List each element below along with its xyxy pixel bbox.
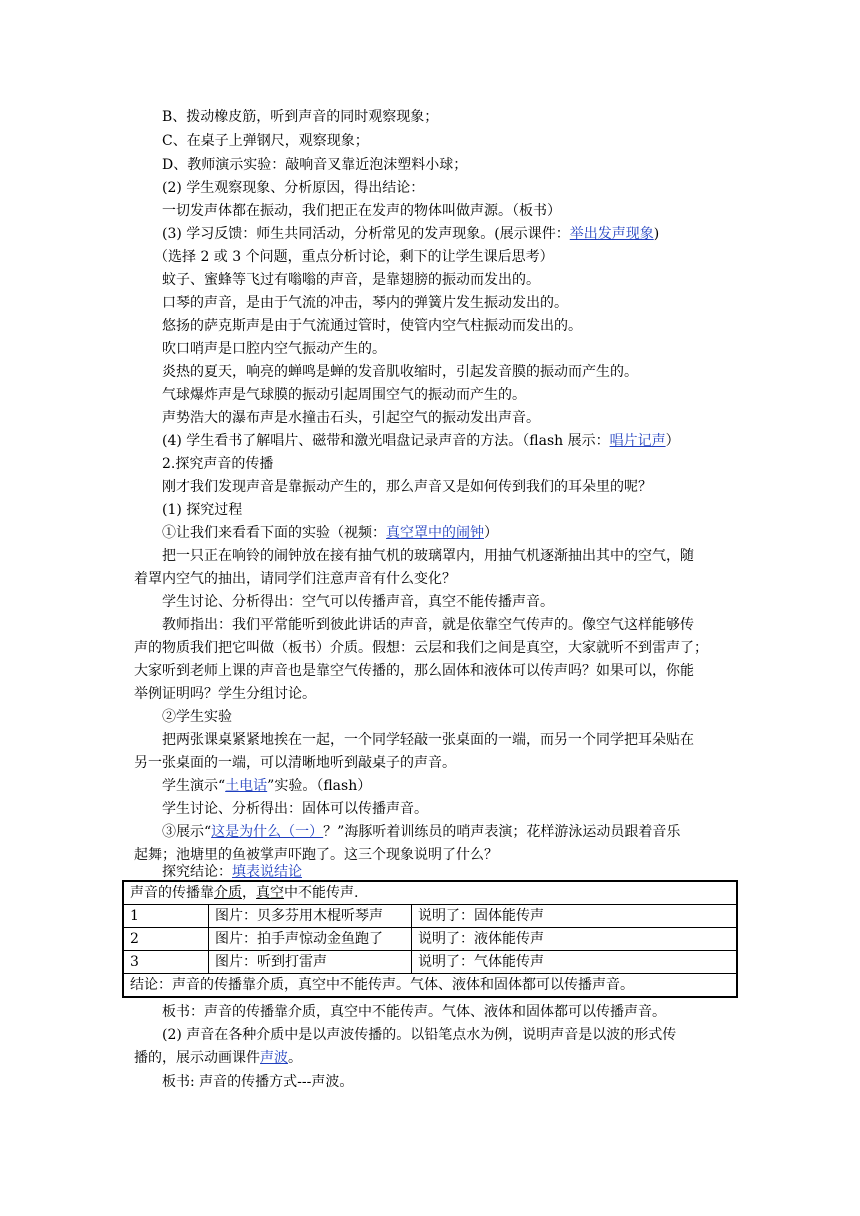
text-line: 着罩内空气的抽出，请同学们注意声音有什么变化？ bbox=[134, 571, 456, 587]
table-cell-index: 3 bbox=[123, 951, 209, 974]
table-header-cell bbox=[123, 881, 737, 905]
text-span: ） bbox=[484, 525, 498, 541]
text-line: 悠扬的萨克斯声是由于气流通过管时，使管内空气柱振动而发出的。 bbox=[162, 318, 582, 334]
text-line: C、在桌子上弹钢尺，观察现象； bbox=[162, 133, 369, 149]
text-span: 声音的传播靠 bbox=[130, 885, 214, 901]
table-row bbox=[123, 928, 737, 951]
table-cell-picture: 图片：拍手声惊动金鱼跑了 bbox=[209, 928, 412, 951]
text-span: (4) 学生看书了解唱片、磁带和激光唱盘记录声音的方法。（flash 展示： bbox=[162, 433, 610, 449]
text-line: 声势浩大的瀑布声是水撞击石头，引起空气的振动发出声音。 bbox=[162, 410, 540, 426]
link-tianbiao-shuojielun[interactable]: 填表说结论 bbox=[232, 864, 302, 880]
text-line: 举例证明吗？学生分组讨论。 bbox=[134, 686, 316, 702]
table-cell-explain: 说明了：液体能传声 bbox=[412, 928, 738, 951]
text-line: 把两张课桌紧紧地挨在一起，一个同学轻敲一张桌面的一端，而另一个同学把耳朵贴在 bbox=[162, 732, 694, 748]
text-line: B、拨动橡皮筋，听到声音的同时观察现象； bbox=[162, 109, 439, 125]
text-line: 口琴的声音，是由于气流的冲击，琴内的弹簧片发生振动发出的。 bbox=[162, 295, 568, 311]
text-line: 一切发声体都在振动，我们把正在发声的物体叫做声源。（板书） bbox=[162, 203, 561, 219]
text-span: 。 bbox=[288, 1050, 302, 1066]
text-line: D、教师演示实验：敲响音叉靠近泡沫塑料小球； bbox=[162, 157, 468, 173]
text-line bbox=[162, 822, 680, 842]
text-line: 蚊子、蜜蜂等飞过有嗡嗡的声音，是靠翅膀的振动而发出的。 bbox=[162, 272, 540, 288]
text-line bbox=[162, 862, 302, 882]
text-line bbox=[134, 1048, 302, 1068]
underlined-term: 介质 bbox=[214, 885, 242, 901]
text-line bbox=[162, 776, 371, 796]
table-conclusion-row bbox=[123, 974, 737, 998]
text-line: 把一只正在响铃的闹钟放在接有抽气机的玻璃罩内，用抽气机逐渐抽出其中的空气，随 bbox=[162, 548, 694, 564]
table-cell-index: 2 bbox=[123, 928, 209, 951]
table-cell-picture: 图片：听到打雷声 bbox=[209, 951, 412, 974]
link-fasheng-xianxiang[interactable]: 举出发声现象 bbox=[569, 226, 654, 242]
text-span: ？”海豚听着训练员的哨声表演；花样游泳运动员跟着音乐 bbox=[323, 824, 681, 840]
text-line: 声的物质我们把它叫做（板书）介质。假想：云层和我们之间是真空，大家就听不到雷声了； bbox=[134, 640, 708, 656]
text-line bbox=[162, 224, 659, 244]
link-zhenkongzhao-naozhong[interactable]: 真空罩中的闹钟 bbox=[386, 525, 484, 541]
link-changpian-jisheng[interactable]: 唱片记声 bbox=[609, 433, 666, 449]
text-span: 学生演示“ bbox=[162, 778, 226, 794]
text-span: 探究结论： bbox=[162, 864, 232, 880]
text-span: 中不能传声. bbox=[284, 885, 359, 901]
table-row bbox=[123, 905, 737, 928]
text-line: (2) 学生观察现象、分析原因，得出结论： bbox=[162, 180, 425, 196]
link-zheshi-weishenme[interactable]: 这是为什么（一） bbox=[211, 824, 324, 840]
text-line: (2) 声音在各种介质中是以声波传播的。以铅笔点水为例，说明声音是以波的形式传 bbox=[162, 1027, 677, 1043]
text-line: ②学生实验 bbox=[162, 709, 232, 725]
text-span: ”实验。（flash） bbox=[267, 778, 372, 794]
text-line: 大家听到老师上课的声音也是靠空气传播的，那么固体和液体可以传声吗？如果可以，你能 bbox=[134, 663, 694, 679]
text-line: 另一张桌面的一端，可以清晰地听到敲桌子的声音。 bbox=[134, 755, 456, 771]
underlined-term: 真空 bbox=[256, 885, 284, 901]
link-shengbo[interactable]: 声波 bbox=[260, 1050, 288, 1066]
text-line: 气球爆炸声是气球膜的振动引起周围空气的振动而产生的。 bbox=[162, 387, 526, 403]
text-span: (3) 学习反馈：师生共同活动，分析常见的发声现象。(展示课件： bbox=[162, 226, 570, 242]
text-line: 炎热的夏天，响亮的蝉鸣是蝉的发音肌收缩时，引起发音膜的振动而产生的。 bbox=[162, 364, 638, 380]
section-heading: 2.探究声音的传播 bbox=[162, 456, 274, 472]
text-span: ①让我们来看看下面的实验（视频： bbox=[162, 525, 386, 541]
link-tu-dianhua[interactable]: 土电话 bbox=[225, 778, 268, 794]
table-row bbox=[123, 951, 737, 974]
text-line bbox=[162, 523, 498, 543]
table-cell-index: 1 bbox=[123, 905, 209, 928]
text-span: ③展示“ bbox=[162, 824, 212, 840]
text-line: （选择 2 或 3 个问题，重点分析讨论，剩下的让学生课后思考） bbox=[154, 249, 554, 265]
text-span: 播的，展示动画课件 bbox=[134, 1050, 260, 1066]
table-cell-picture: 图片：贝多芬用木棍听琴声 bbox=[209, 905, 412, 928]
text-line: 教师指出：我们平常能听到彼此讲话的声音，就是依靠空气传声的。像空气这样能够传 bbox=[162, 617, 694, 633]
table-cell-explain: 说明了：气体能传声 bbox=[412, 951, 738, 974]
text-line: 起舞；池塘里的鱼被掌声吓跑了。这三个现象说明了什么？ bbox=[134, 847, 498, 863]
text-span: ， bbox=[242, 885, 256, 901]
text-line: 学生讨论、分析得出：空气可以传播声音，真空不能传播声音。 bbox=[162, 594, 554, 610]
text-line: 板书: 声音的传播方式---声波。 bbox=[162, 1074, 354, 1090]
text-line: 学生讨论、分析得出：固体可以传播声音。 bbox=[162, 801, 428, 817]
text-span: ) bbox=[653, 226, 660, 242]
table-conclusion-cell: 结论：声音的传播靠介质，真空中不能传声。气体、液体和固体都可以传播声音。 bbox=[123, 974, 737, 998]
table-cell-explain: 说明了：固体能传声 bbox=[412, 905, 738, 928]
conclusion-table bbox=[122, 880, 738, 998]
text-line: 板书：声音的传播靠介质，真空中不能传声。气体、液体和固体都可以传播声音。 bbox=[162, 1004, 666, 1020]
text-span: ） bbox=[665, 433, 680, 449]
text-line: 刚才我们发现声音是靠振动产生的，那么声音又是如何传到我们的耳朵里的呢？ bbox=[162, 479, 652, 495]
text-line: (1) 探究过程 bbox=[162, 502, 243, 518]
text-line bbox=[162, 431, 680, 451]
table-header-row bbox=[123, 881, 737, 905]
text-line: 吹口哨声是口腔内空气振动产生的。 bbox=[162, 341, 386, 357]
